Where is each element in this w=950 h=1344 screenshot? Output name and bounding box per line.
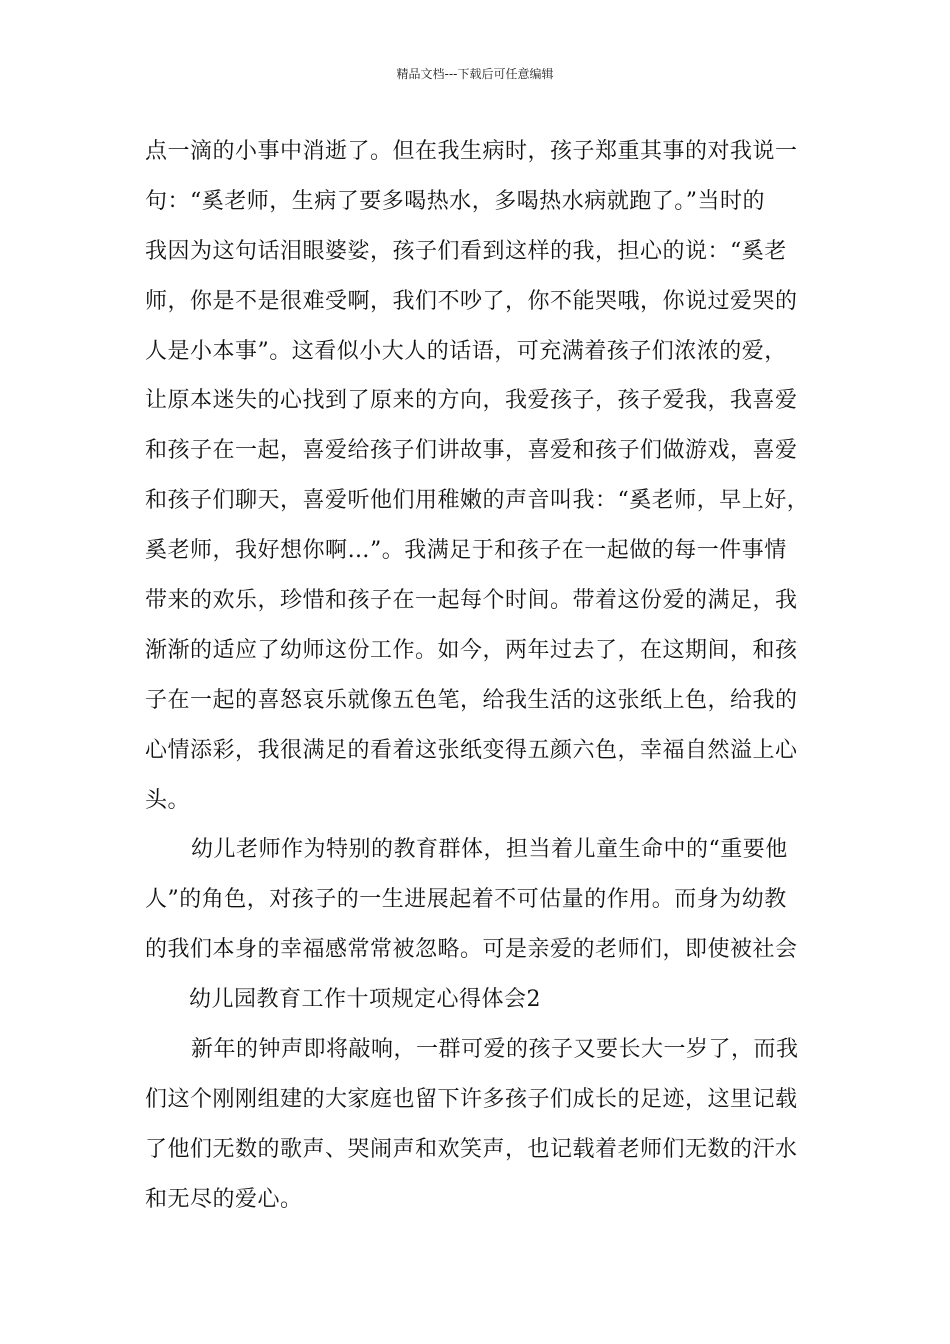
- text-line: 和孩子在一起，喜爱给孩子们讲故事，喜爱和孩子们做游戏，喜爱: [145, 438, 798, 464]
- text-line: 和孩子们聊天，喜爱听他们用稚嫩的声音叫我：“奚老师，早上好，: [145, 488, 810, 514]
- text-line: 头。: [145, 787, 191, 813]
- section-title: 幼儿园教育工作十项规定心得体会2: [189, 987, 541, 1013]
- text-line: 的我们本身的幸福感常常被忽略。可是亲爱的老师们，即使被社会: [145, 937, 798, 963]
- text-line: 让原本迷失的心找到了原来的方向，我爱孩子，孩子爱我，我喜爱: [145, 388, 798, 414]
- text-line: 人是小本事”。这看似小大人的话语，可充满着孩子们浓浓的爱，: [145, 338, 787, 364]
- text-line: 了他们无数的歌声、哭闹声和欢笑声，也记载着老师们无数的汗水: [145, 1136, 798, 1162]
- paragraph-1: [145, 127, 821, 825]
- text-line: 人”的角色，对孩子的一生进展起着不可估量的作用。而身为幼教: [145, 887, 787, 913]
- text-line: 们这个刚刚组建的大家庭也留下许多孩子们成长的足迹，这里记载: [145, 1086, 798, 1112]
- text-line: 带来的欢乐，珍惜和孩子在一起每个时间。带着这份爱的满足，我: [145, 588, 798, 614]
- text-line: 心情添彩，我很满足的看着这张纸变得五颜六色，幸福自然溢上心: [145, 737, 798, 763]
- text-line: 我因为这句话泪眼婆娑，孩子们看到这样的我，担心的说：“奚老: [145, 238, 787, 264]
- text-line: 师，你是不是很难受啊，我们不吵了，你不能哭哦，你说过爱哭的: [145, 288, 798, 314]
- text-line: 和无尽的爱心。: [145, 1186, 303, 1212]
- text-line: 幼儿老师作为特别的教育群体，担当着儿童生命中的“重要他: [191, 837, 788, 863]
- text-line: 奚老师，我好想你啊…”。我满足于和孩子在一起做的每一件事情: [145, 538, 787, 564]
- page-header: 精品文档---下载后可任意编辑: [396, 67, 554, 81]
- text-line: 子在一起的喜怒哀乐就像五色笔，给我生活的这张纸上色，给我的: [145, 687, 798, 713]
- paragraph-2: [145, 825, 821, 975]
- text-line: 句：“奚老师，生病了要多喝热水，多喝热水病就跑了。”当时的: [145, 188, 765, 214]
- paragraph-3: [145, 1025, 821, 1225]
- document-body: [145, 127, 821, 1225]
- text-line: 渐渐的适应了幼师这份工作。如今，两年过去了，在这期间，和孩: [145, 637, 798, 663]
- text-line: 点一滴的小事中消逝了。但在我生病时，孩子郑重其事的对我说一: [145, 139, 798, 164]
- text-line: 新年的钟声即将敲响，一群可爱的孩子又要长大一岁了，而我: [191, 1037, 799, 1063]
